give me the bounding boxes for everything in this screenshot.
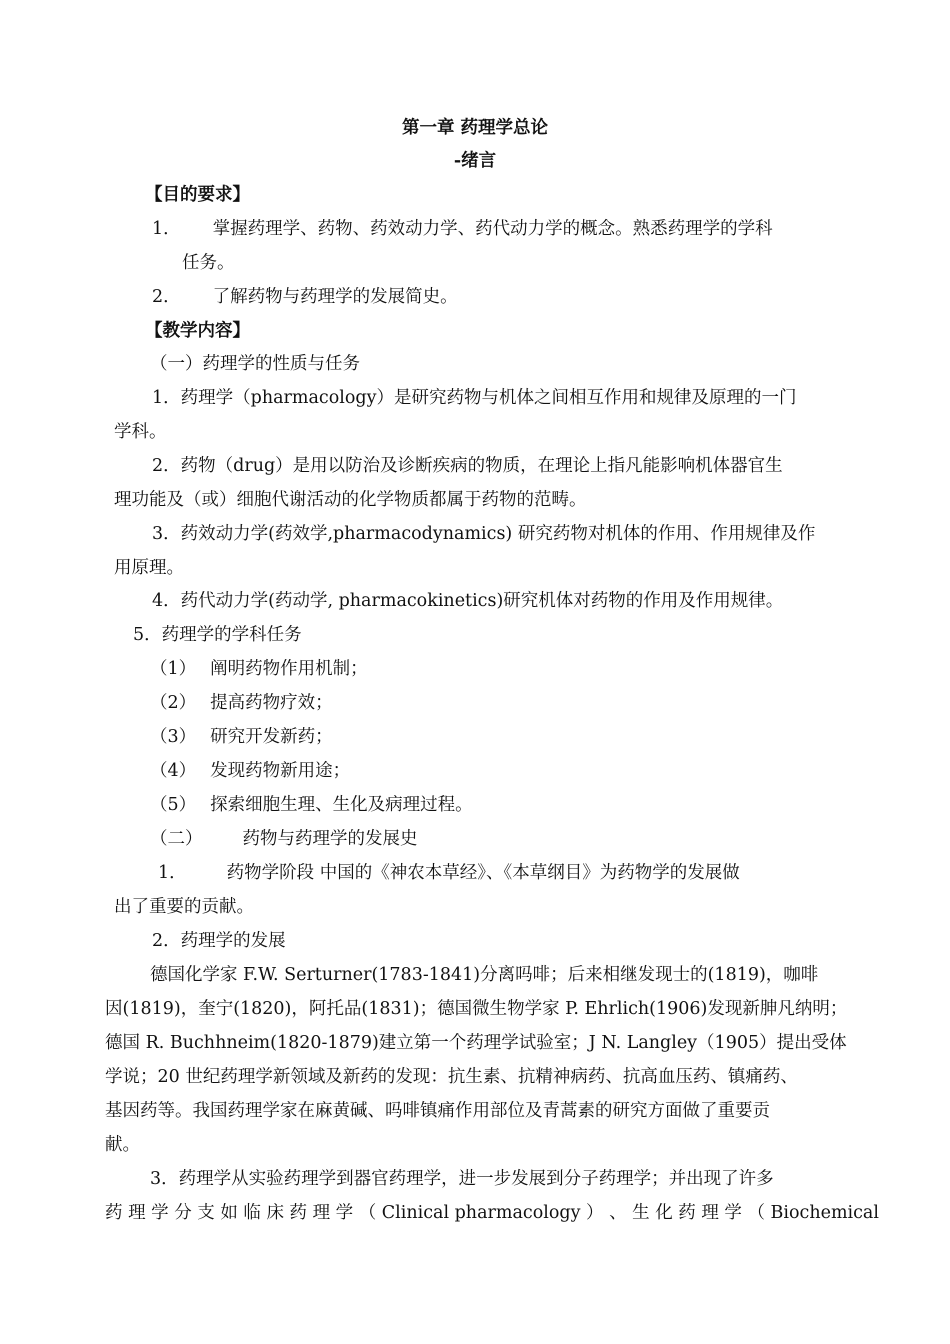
paragraph-pharmacodynamics: 3．药效动力学(药效学,pharmacodynamics) 研究药物对机体的作用、作用规律及作 [152,524,816,544]
history-item-1 [158,860,740,886]
chapter-subtitle: -绪言 [453,151,497,171]
paragraph-drug-continued: 理功能及（或）细胞代谢活动的化学物质都属于药物的范畴。 [114,490,587,510]
history-paragraph-line: 德国化学家 F.W. Serturner(1783-1841)分离吗啡；后来相继发现士的(1819)，咖啡 [150,965,819,985]
history-paragraph-line: 德国 R. Buchhneim(1820-1879)建立第一个药理学试验室；J N. Langley（1905）提出受体 [105,1033,847,1053]
requirement-item-1 [152,216,773,242]
paragraph-tasks-heading: 5．药理学的学科任务 [133,625,302,645]
section-1-title: （一）药理学的性质与任务 [150,354,360,374]
requirement-text: 了解药物与药理学的发展简史。 [212,287,458,307]
task-number: （3） [150,727,197,747]
history-item-2: 2．药理学的发展 [152,931,286,951]
paragraph-drug: 2．药物（drug）是用以防治及诊断疾病的物质，在理论上指凡能影响机体器官生 [152,456,783,476]
task-text: 研究开发新药； [210,727,333,747]
task-text: 探索细胞生理、生化及病理过程。 [210,795,473,815]
paragraph-pharmacology-continued: 学科。 [114,422,167,442]
task-text: 发现药物新用途； [210,761,351,781]
history-paragraph-line: 因(1819)，奎宁(1820)，阿托品(1831)；德国微生物学家 P. Ehrlich(1906)发现新胂凡纳明； [105,999,848,1019]
history-text: 药物学阶段 中国的《神农本草经》、《本草纲目》为药物学的发展做 [226,863,740,883]
requirement-text: 掌握药理学、药物、药效动力学、药代动力学的概念。熟悉药理学的学科 [212,219,773,239]
requirement-item-2 [152,284,458,310]
paragraph-pharmacokinetics: 4．药代动力学(药动学, pharmacokinetics)研究机体对药物的作用及作用规律。 [152,591,784,611]
task-item [150,724,333,750]
task-number: （1） [150,659,197,679]
paragraph-branches: 3．药理学从实验药理学到器官药理学，进一步发展到分子药理学；并出现了许多 [150,1169,774,1189]
section-2-title [150,826,418,852]
task-text: 阐明药物作用机制； [210,659,368,679]
chapter-title: 第一章 药理学总论 [401,118,549,138]
task-item [150,690,333,716]
task-number: （4） [150,761,197,781]
task-number: （2） [150,693,197,713]
task-item [150,792,473,818]
history-number: 1． [158,863,187,883]
requirements-heading: 【目的要求】 [145,185,250,205]
section-number: （二） [150,829,203,849]
section-text: 药物与药理学的发展史 [242,829,418,849]
task-item [150,758,350,784]
requirement-number: 1． [152,219,181,239]
paragraph-pharmacology: 1．药理学（pharmacology）是研究药物与机体之间相互作用和规律及原理的一门 [152,388,797,408]
task-number: （5） [150,795,197,815]
history-paragraph-line: 献。 [105,1135,140,1155]
paragraph-pharmacodynamics-continued: 用原理。 [114,558,184,578]
history-item-1-continued: 出了重要的贡献。 [114,897,254,917]
task-text: 提高药物疗效； [210,693,333,713]
paragraph-branches-continued: 药 理 学 分 支 如 临 床 药 理 学 （ Clinical pharmacology ） 、 生 化 药 理 学 （ Biochemical [105,1203,879,1223]
teaching-content-heading: 【教学内容】 [145,321,250,341]
history-paragraph-line: 基因药等。我国药理学家在麻黄碱、吗啡镇痛作用部位及青蒿素的研究方面做了重要贡 [105,1101,770,1121]
task-item [150,656,368,682]
history-paragraph-line: 学说；20 世纪药理学新领域及新药的发现：抗生素、抗精神病药、抗高血压药、镇痛药、 [105,1067,798,1087]
requirement-number: 2． [152,287,181,307]
requirement-item-1-continued: 任务。 [182,253,235,273]
